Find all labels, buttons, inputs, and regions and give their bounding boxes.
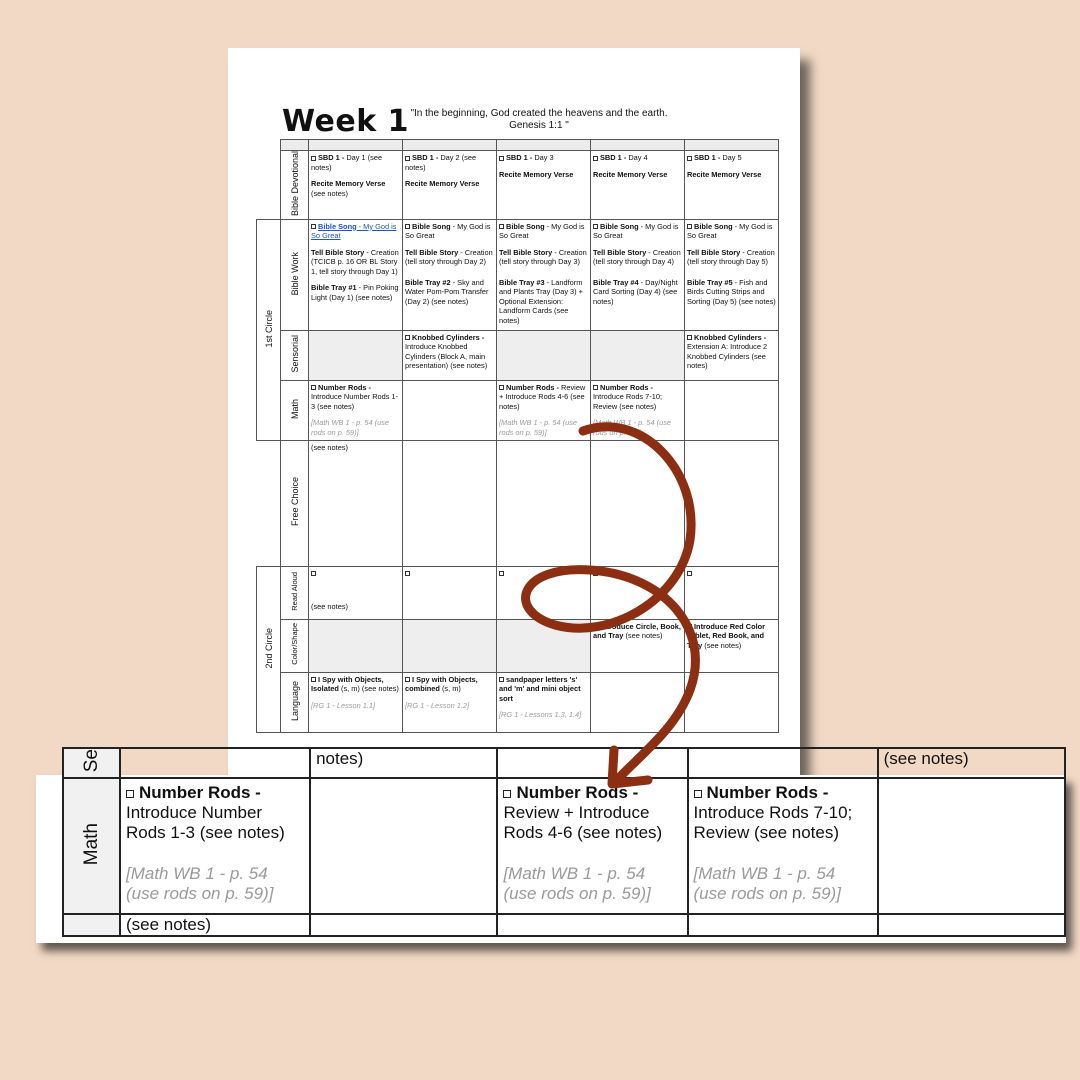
math-day1: Number Rods - Introduce Number Rods 1-3 (see notes) [Math WB 1 - p. 54 (use rods on p. 59)] xyxy=(309,380,403,440)
zoom-bottom-note: (see notes) xyxy=(126,915,212,935)
row-label: Bible Work xyxy=(289,251,300,295)
bible-work-day3: Bible Song - My God is So Great Tell Bible Story - Creation (tell story through Day 3) Bible Tray #3 - Landform and Plants Tray (Day 3) + Optional Extension: Landform Cards (see notes) xyxy=(497,219,591,330)
bible-devotional-day2: SBD 1 - Day 2 (see notes) Recite Memory Verse xyxy=(403,151,497,220)
memory-verse: "In the beginning, God created the heavens and the earth. Genesis 1:1 " xyxy=(410,108,668,131)
zoom-math-day4: Number Rods - Introduce Rods 7-10; Review (see notes) [Math WB 1 - p. 54 (use rods on p. 59)] xyxy=(688,778,878,914)
zoom-math-day3: Number Rods - Review + Introduce Rods 4-6 (see notes) [Math WB 1 - p. 54 (use rods on p. 59)] xyxy=(497,778,687,914)
row-label: Read Aloud xyxy=(289,571,299,611)
bible-work-day4: Bible Song - My God is So Great Tell Bible Story - Creation (tell story through Day 4) Bible Tray #4 - Day/Night Card Sorting (Day 4) (see notes) xyxy=(591,219,685,330)
circle-label: 1st Circle xyxy=(263,309,274,348)
bible-work-day2: Bible Song - My God is So Great Tell Bible Story - Creation (tell story through Day 2) Bible Tray #2 - Sky and Water Pom-Pom Transfer (Day 2) (see notes) xyxy=(403,219,497,330)
row-label: Sensorial xyxy=(289,335,300,373)
bible-devotional-day4: SBD 1 - Day 4 Recite Memory Verse xyxy=(591,151,685,220)
math-day3: Number Rods - Review + Introduce Rods 4-6 (see notes) [Math WB 1 - p. 54 (use rods on p. 59)] xyxy=(497,380,591,440)
color-shape-day5: Introduce Red Color Tablet, Red Book, and Tray (see notes) xyxy=(685,619,779,672)
bible-work-day5: Bible Song - My God is So Great Tell Bible Story - Creation (tell story through Day 5) Bible Tray #5 - Fish and Birds Cutting Strips and Sorting (Day 5) (see notes) xyxy=(685,219,779,330)
language-day3: sandpaper letters 's' and 'm' and mini object sort [RG 1 - Lessons 1.3, 1.4] xyxy=(497,672,591,732)
language-day1: I Spy with Objects, Isolated (s, m) (see notes) [RG 1 - Lesson 1.1] xyxy=(309,672,403,732)
row-label: Math xyxy=(289,398,300,419)
bible-devotional-day3: SBD 1 - Day 3 Recite Memory Verse xyxy=(497,151,591,220)
language-day2: I Spy with Objects, combined (s, m) [RG 1 - Lesson 1.2] xyxy=(403,672,497,732)
read-aloud-day1: (see notes) xyxy=(309,566,403,619)
row-label: Se xyxy=(80,749,102,773)
zoom-math-day1: Number Rods - Introduce Number Rods 1-3 (see notes) [Math WB 1 - p. 54 (use rods on p. 59)] xyxy=(120,778,310,914)
circle-label: 2nd Circle xyxy=(263,627,274,669)
row-label: Free Choice xyxy=(289,477,300,527)
color-shape-day4: Introduce Circle, Book, and Tray (see notes) xyxy=(591,619,685,672)
row-label: Color/Shape xyxy=(289,623,299,666)
row-label: Bible Devotional xyxy=(289,151,300,217)
arrow-curve xyxy=(526,427,696,782)
page-title: Week 1 xyxy=(282,104,409,139)
free-choice-day1: (see notes) xyxy=(309,440,403,566)
sensorial-day2: Knobbed Cylinders - Introduce Knobbed Cylinders (Block A, main presentation) (see notes) xyxy=(403,330,497,380)
math-day4: Number Rods - Introduce Rods 7-10; Review (see notes) [Math WB 1 - p. 54 (use rods on p. 59)] xyxy=(591,380,685,440)
zoom-top-right: (see notes) xyxy=(883,749,969,768)
zoom-top-note: notes) xyxy=(316,749,364,768)
row-label: Language xyxy=(289,680,300,721)
row-label: Math xyxy=(80,822,102,865)
bible-work-day1: Bible Song - My God is So Great Tell Bible Story - Creation (TCICB p. 16 OR BL Story 1, tell story through Day 1) Bible Tray #1 - Pin Poking Light (Day 1) (see notes) xyxy=(309,219,403,330)
bible-devotional-day5: SBD 1 - Day 5 Recite Memory Verse xyxy=(685,151,779,220)
bible-devotional-day1: SBD 1 - Day 1 (see notes) Recite Memory Verse (see notes) xyxy=(309,151,403,220)
sensorial-day5: Knobbed Cylinders - Extension A: Introduce 2 Knobbed Cylinders (see notes) xyxy=(685,330,779,380)
